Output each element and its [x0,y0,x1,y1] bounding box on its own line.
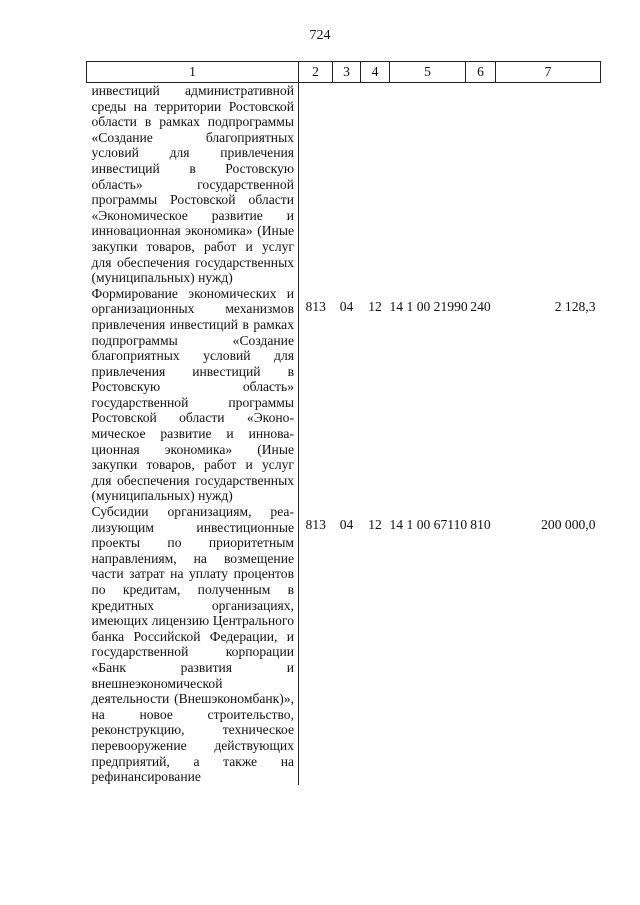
table-header-row [87,62,601,83]
table-row [87,286,601,504]
row-description: Формирование экономических и организационных механизмов привлечения инвестиций в рамках подпрограммы «Создание благоприятных условий для привлечения инвестиций в Ростовскую область» государственной программы Ростовской области «Экономическое развитие и инновационная экономика» (Иные закупки товаров, работ и услуг для обеспечения государственных (муниципальных) нужд) [87,286,299,504]
row-expense-type: 810 [470,517,491,533]
row-ministry-code: 813 [305,298,326,314]
row-target-article: 14 1 00 67110 [389,517,468,533]
column-header-6: 6 [466,62,496,83]
row-target-article: 14 1 00 21990 [389,298,468,314]
row-amount: 2 128,3 [554,298,596,314]
row-amount [496,83,601,286]
row-ministry-code: 813 [305,517,326,533]
column-header-1: 1 [87,62,299,83]
row-description: Субсидии организациям, реализующим инвестиционные проекты по приоритетным направлениям, на возмещение части затрат на уплату процентов по кредитам, полученным в кредитных организациях, имеющих лицензию Центрального банка Российской Федерации, и государственной корпорации «Банк развития и внешнеэкономической деятельности (Внешэкономбанк)», на новое строительство, реконструкцию, техническое перевооружение действующих предприятий, а также на рефинансирование [87,504,299,785]
row-expense-type: 240 [470,298,491,314]
row-amount: 200 000,0 [541,517,596,533]
table-row [87,83,601,286]
row-section-code: 04 [339,517,354,533]
row-ministry-code [299,83,333,286]
row-target-article [390,83,466,286]
row-subsection-code: 12 [368,298,382,314]
table-row [87,504,601,785]
page-number: 724 [309,28,331,43]
row-description: инвестиций административной среды на территории Ростовской области в рамках подпрограммы «Создание благоприятных условий для привлечения инвестиций в Ростовскую область» государственной программы Ростовской области «Экономическое развитие и инновационная экономика» (Иные закупки товаров, работ и услуг для обеспечения государственных (муниципальных) нужд) [87,83,299,286]
row-section-code: 04 [339,298,354,314]
row-section-code [333,83,361,286]
column-header-3: 3 [333,62,361,83]
column-header-5: 5 [390,62,466,83]
row-subsection-code: 12 [368,517,382,533]
column-header-4: 4 [361,62,390,83]
budget-table [86,61,601,785]
row-expense-type [466,83,496,286]
column-header-2: 2 [299,62,333,83]
row-subsection-code [361,83,390,286]
column-header-7: 7 [496,62,601,83]
